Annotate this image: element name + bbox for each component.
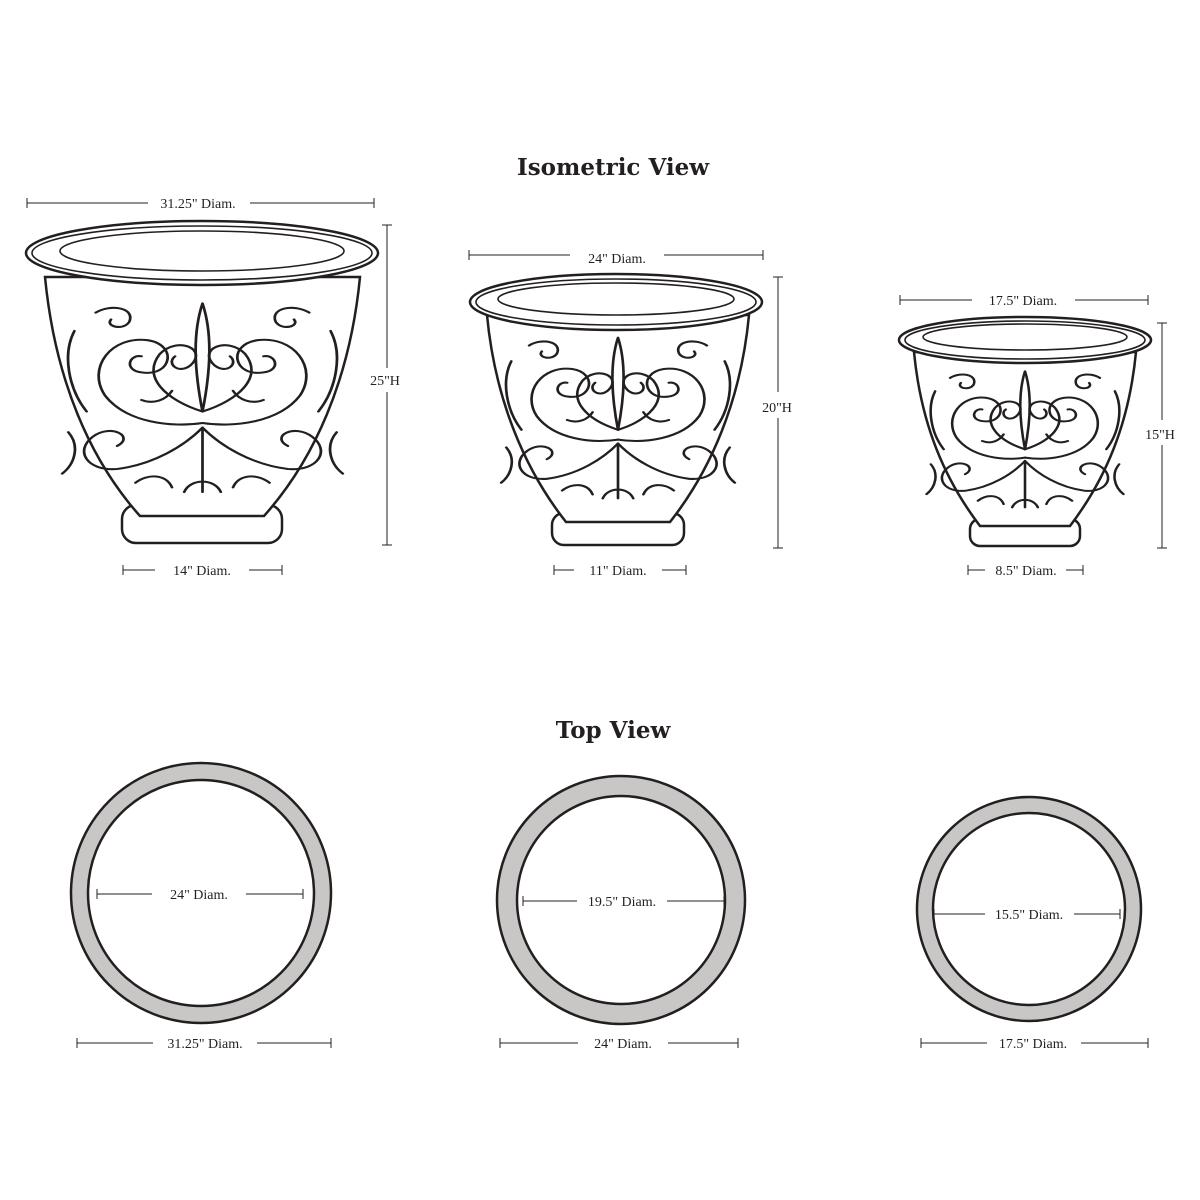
pot-medium-height-dimension — [762, 277, 792, 548]
ring-small-outer-diam-label: 17.5" Diam. — [998, 1037, 1068, 1052]
ring-medium-inner-diam-label: 19.5" Diam. — [587, 895, 657, 910]
isometric-pot-medium — [469, 250, 792, 579]
isometric-pot-large — [26, 197, 400, 579]
pot-small-base-dimension — [968, 564, 1083, 579]
ring-medium-outer-diam-label: 24" Diam. — [594, 1037, 652, 1052]
top-view-ring-small — [917, 797, 1148, 1052]
pot-large-base-dimension — [123, 564, 282, 579]
pot-medium-top-dimension — [469, 250, 763, 267]
pot-small-top-diam-label: 17.5" Diam. — [988, 294, 1058, 309]
ring-large-outer-diam-label: 31.25" Diam. — [167, 1037, 243, 1052]
ring-small-inner-diam-label: 15.5" Diam. — [994, 908, 1064, 923]
isometric-pot-small — [899, 294, 1175, 579]
pot-small-base-diam-label: 8.5" Diam. — [995, 564, 1057, 579]
pot-medium-base-diam-label: 11" Diam. — [589, 564, 647, 579]
pot-large-height-label: 25"H — [370, 374, 400, 389]
ring-medium-outer-dimension — [500, 1037, 738, 1052]
pot-large-base-diam-label: 14" Diam. — [173, 564, 231, 579]
pot-small-height-dimension — [1145, 323, 1175, 548]
ring-large-inner-diam-label: 24" Diam. — [170, 888, 228, 903]
isometric-view-title: Isometric View — [516, 154, 710, 181]
pot-large-drawing — [26, 221, 378, 543]
pot-small-drawing — [899, 317, 1151, 546]
pot-medium-top-diam-label: 24" Diam. — [588, 252, 646, 267]
pot-medium-height-label: 20"H — [762, 401, 792, 416]
pot-small-height-label: 15"H — [1145, 428, 1175, 443]
ring-large-outer-dimension — [77, 1037, 331, 1052]
ring-small-outer-dimension — [921, 1037, 1148, 1052]
pot-large-height-dimension — [370, 225, 400, 545]
top-view-title: Top View — [555, 717, 671, 744]
top-view-ring-medium — [497, 776, 745, 1052]
pot-large-top-dimension — [27, 197, 374, 212]
pot-large-top-diam-label: 31.25" Diam. — [160, 197, 236, 212]
pot-medium-base-dimension — [554, 564, 686, 579]
top-view-ring-large — [71, 763, 331, 1052]
pot-medium-drawing — [470, 274, 762, 545]
pot-small-top-dimension — [900, 294, 1148, 309]
